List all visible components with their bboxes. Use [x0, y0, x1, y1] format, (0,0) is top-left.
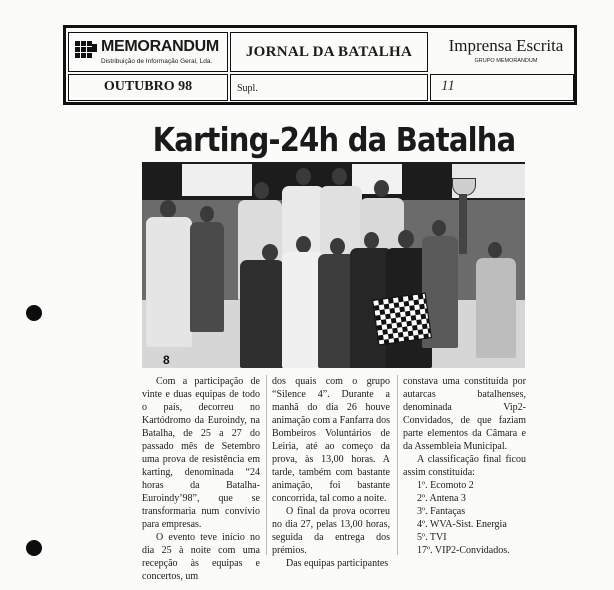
- paragraph: O final da prova ocorreu no dia 27, pelas 13,00 horas, seguida da entrega dos prémios.: [272, 506, 390, 556]
- paragraph: Das equipas participantes: [286, 558, 389, 569]
- article-column-1: [142, 375, 260, 583]
- memorandum-logo-icon: [75, 41, 97, 57]
- classification-item: 3º. Fantaças: [417, 506, 466, 517]
- column-rule: [397, 375, 398, 555]
- classification-item: 2º. Antena 3: [417, 493, 466, 504]
- column-rule: [266, 375, 267, 555]
- supl-label: Supl.: [237, 83, 258, 94]
- logo-name: MEMORANDUM: [101, 38, 219, 55]
- grupo-label: GRUPO MEMORANDUM: [474, 58, 538, 64]
- checkered-flag: [372, 292, 432, 345]
- clipping-header: [63, 25, 577, 105]
- paragraph: O evento teve início no dia 25 à noite com uma recepção às equipas e concertos, um: [142, 532, 260, 582]
- memorandum-logo-box: [68, 32, 228, 72]
- page-mark: 11: [441, 78, 455, 94]
- paragraph: A classificação final ficou assim constituída:: [403, 454, 526, 478]
- classification-item: 5º. TVI: [417, 532, 447, 543]
- imprensa-label: Imprensa Escrita: [448, 36, 564, 55]
- article-photo: [142, 162, 525, 368]
- photo-number: 8: [163, 353, 170, 367]
- binder-hole: [26, 540, 42, 556]
- paragraph: Com a participação de vinte e duas equipas de todo o país, decorreu no Kartódromo da Euroindy, na Batalha, de 25 a 27 do passado mês de Setembro uma prova de resistência em karting, denominada “24 horas da Batalha-Euroindy’98”, que se transformaria num convívio para empresas.: [142, 376, 260, 530]
- binder-hole: [26, 305, 42, 321]
- paragraph: constava uma constituída por autarcas batalhenses, denominada Vip2-Convidados, de que faziam parte elementos da Câmara e da Assembleia Municipal.: [403, 376, 526, 452]
- paragraph: dos quais com o grupo “Silence 4”. Durante a manhã do dia 26 houve animação com a Fanfarra dos Bombeiros Voluntários de Leiria, até ao começo da prova, às 13,00 horas. A tarde, também com bastante animação, foi bastante concorrida, tal como a noite.: [272, 376, 390, 504]
- classification-item: 17º. VIP2-Convidados.: [417, 545, 510, 556]
- supl-box: [230, 74, 428, 101]
- classification-item: 4º. WVA-Sist. Energia: [417, 519, 507, 530]
- issue-date: OUTUBRO 98: [103, 79, 193, 94]
- date-box: [68, 74, 228, 101]
- article-column-3: [403, 375, 526, 557]
- page-box: [430, 74, 574, 101]
- article-headline: Karting-24h da Batalha: [152, 121, 516, 160]
- classification-item: 1º. Ecomoto 2: [417, 480, 474, 491]
- logo-subtitle: Distribuição de Informação Geral, Lda.: [101, 58, 213, 65]
- journal-box: [230, 32, 428, 72]
- article-column-2: [272, 375, 390, 570]
- journal-name: JORNAL DA BATALHA: [245, 44, 413, 60]
